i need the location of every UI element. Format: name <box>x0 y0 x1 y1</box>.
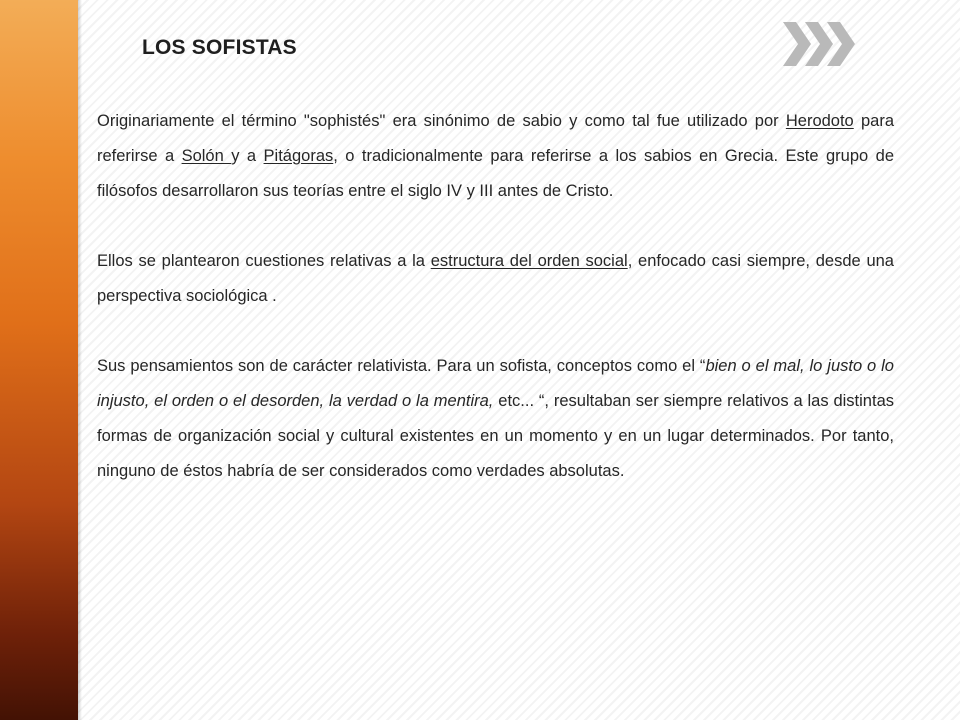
p2-text-2: , enfocado casi siempre, desde una perspectiva sociológica . <box>97 252 894 305</box>
p2-text-1: Ellos se plantearon cuestiones relativas a la <box>97 252 431 270</box>
p3-italic-concepts: bien o el mal, lo justo o lo injusto, el orden o el desorden, la verdad o la mentira, <box>97 357 894 410</box>
slide-title: LOS SOFISTAS <box>142 36 297 59</box>
chevron-shape-1 <box>783 22 811 66</box>
p3-text-2: etc... “, resultaban ser siempre relativos a las distintas formas de organización social y cultural existentes en un momento y en un lugar determinados. Por tanto, ninguno de éstos habría de ser considerados como verdades absolutas. <box>97 392 894 480</box>
p1-text-4: , o tradicionalmente para referirse a los sabios en Grecia. Este grupo de filósofos desarrollaron sus teorías entre el siglo IV y III antes de Cristo. <box>97 147 894 200</box>
p1-text-1: Originariamente el término "sophistés" era sinónimo de sabio y como tal fue utilizado por <box>97 112 786 130</box>
p1-text-3: y a <box>231 147 264 165</box>
link-pitagoras[interactable]: Pitágoras <box>263 147 334 165</box>
orange-gradient-sidebar <box>0 0 78 720</box>
p1-text-2: para referirse a <box>97 112 895 165</box>
p3-text-1: Sus pensamientos son de carácter relativista. Para un sofista, conceptos como el “ <box>97 357 706 375</box>
link-herodoto[interactable]: Herodoto <box>785 112 854 130</box>
triple-chevron-right-icon <box>783 20 859 68</box>
slide-body <box>97 104 894 524</box>
sidebar-shadow <box>78 0 82 720</box>
link-solon[interactable]: Solón <box>181 147 232 165</box>
link-estructura-orden-social[interactable]: estructura del orden social <box>430 252 628 270</box>
paragraph-relativism <box>97 349 894 489</box>
paragraph-social-order <box>97 244 894 314</box>
paragraph-origin <box>97 104 894 209</box>
